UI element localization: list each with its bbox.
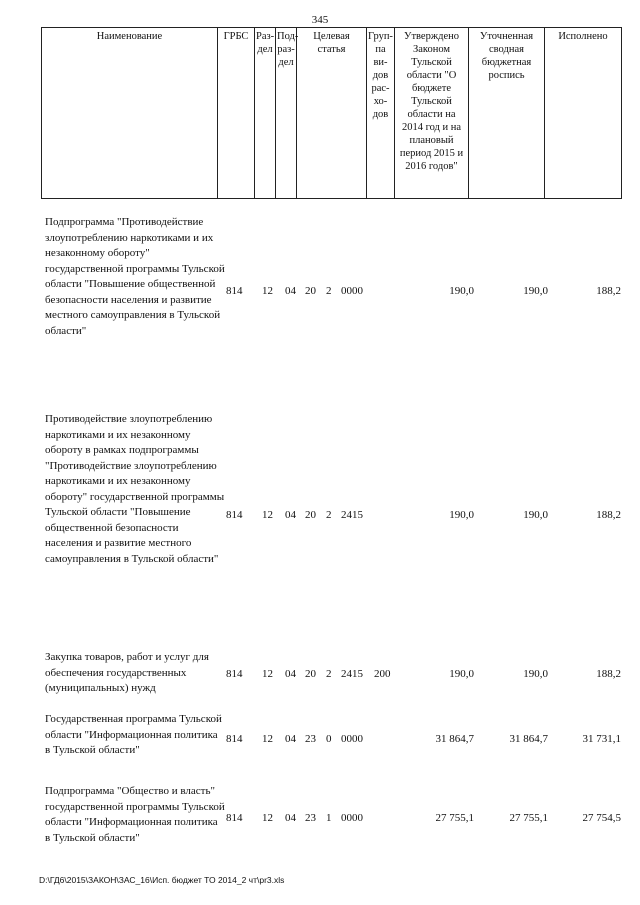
row-razdel: 12	[262, 733, 273, 745]
header-group: Груп- па ви- дов рас- хо- дов	[367, 28, 395, 199]
row-executed: 31 731,1	[582, 733, 621, 745]
row-name: Закупка товаров, работ и услуг для обеспечения государственных (муниципальных) нужд	[45, 651, 209, 694]
row-grbs: 814	[226, 812, 243, 824]
row-grbs: 814	[226, 733, 243, 745]
table-header	[41, 27, 622, 199]
row-target-direction: 2415	[341, 668, 363, 680]
header-podrazdel: Под- раз- дел	[276, 28, 297, 199]
row-target-program: 23	[305, 812, 316, 824]
header-razdel: Раз- дел	[255, 28, 276, 199]
row-target-subprogram: 2	[326, 668, 332, 680]
row-specified: 190,0	[523, 285, 548, 297]
row-target-direction: 0000	[341, 285, 363, 297]
row-grbs: 814	[226, 285, 243, 297]
row-podrazdel: 04	[285, 668, 296, 680]
row-specified: 190,0	[523, 668, 548, 680]
row-executed: 188,2	[596, 285, 621, 297]
row-podrazdel: 04	[285, 509, 296, 521]
row-specified: 31 864,7	[509, 733, 548, 745]
header-specified: Уточненная сводная бюджетная роспись	[469, 28, 545, 199]
row-approved: 31 864,7	[435, 733, 474, 745]
row-executed: 27 754,5	[582, 812, 621, 824]
row-grbs: 814	[226, 668, 243, 680]
row-podrazdel: 04	[285, 733, 296, 745]
row-specified: 27 755,1	[509, 812, 548, 824]
row-executed: 188,2	[596, 668, 621, 680]
row-name: Государственная программа Тульской области "Информационная политика в Тульской области"	[45, 713, 222, 756]
row-podrazdel: 04	[285, 285, 296, 297]
row-approved: 190,0	[449, 668, 474, 680]
row-target-program: 20	[305, 509, 316, 521]
page-number: 345	[311, 14, 329, 26]
row-razdel: 12	[262, 285, 273, 297]
header-approved: Утверждено Законом Тульской области "О бюджете Тульской области на 2014 год и на плановый период 2015 и 2016 годов"	[395, 28, 469, 199]
row-target-subprogram: 2	[326, 285, 332, 297]
header-executed: Исполнено	[545, 28, 622, 199]
row-target-direction: 2415	[341, 509, 363, 521]
row-approved: 27 755,1	[435, 812, 474, 824]
row-executed: 188,2	[596, 509, 621, 521]
row-target-direction: 0000	[341, 812, 363, 824]
row-name: Подпрограмма "Противодействие злоупотреблению наркотиками и их незаконному обороту" государственной программы Тульской области "Повышение общественной безопасности населения и развитие местного самоуправления в Тульской области"	[45, 216, 225, 337]
row-expense-group: 200	[374, 668, 391, 680]
row-razdel: 12	[262, 509, 273, 521]
row-grbs: 814	[226, 509, 243, 521]
row-podrazdel: 04	[285, 812, 296, 824]
header-target: Целевая статья	[297, 28, 367, 199]
row-specified: 190,0	[523, 509, 548, 521]
row-target-subprogram: 1	[326, 812, 332, 824]
row-name: Противодействие злоупотреблению наркотиками и их незаконному обороту в рамках подпрограммы "Противодействие злоупотреблению наркотиками и их незаконному обороту" государственной программы Тульской области "Повышение общественной безопасности населения и развитие местного самоуправления в Тульской области"	[45, 413, 225, 565]
row-target-direction: 0000	[341, 733, 363, 745]
row-target-program: 20	[305, 668, 316, 680]
row-approved: 190,0	[449, 509, 474, 521]
header-name: Наименование	[42, 28, 218, 199]
row-target-subprogram: 0	[326, 733, 332, 745]
row-target-program: 23	[305, 733, 316, 745]
file-path-footer: D:\ГД6\2015\ЗАКОН\ЗАС_16\Исп. бюджет ТО 2014_2 чт\pr3.xls	[39, 875, 285, 885]
row-razdel: 12	[262, 668, 273, 680]
row-approved: 190,0	[449, 285, 474, 297]
row-target-subprogram: 2	[326, 509, 332, 521]
row-name: Подпрограмма "Общество и власть" государственной программы Тульской области "Информационная политика в Тульской области"	[45, 785, 225, 844]
row-target-program: 20	[305, 285, 316, 297]
row-razdel: 12	[262, 812, 273, 824]
header-grbs: ГРБС	[218, 28, 255, 199]
